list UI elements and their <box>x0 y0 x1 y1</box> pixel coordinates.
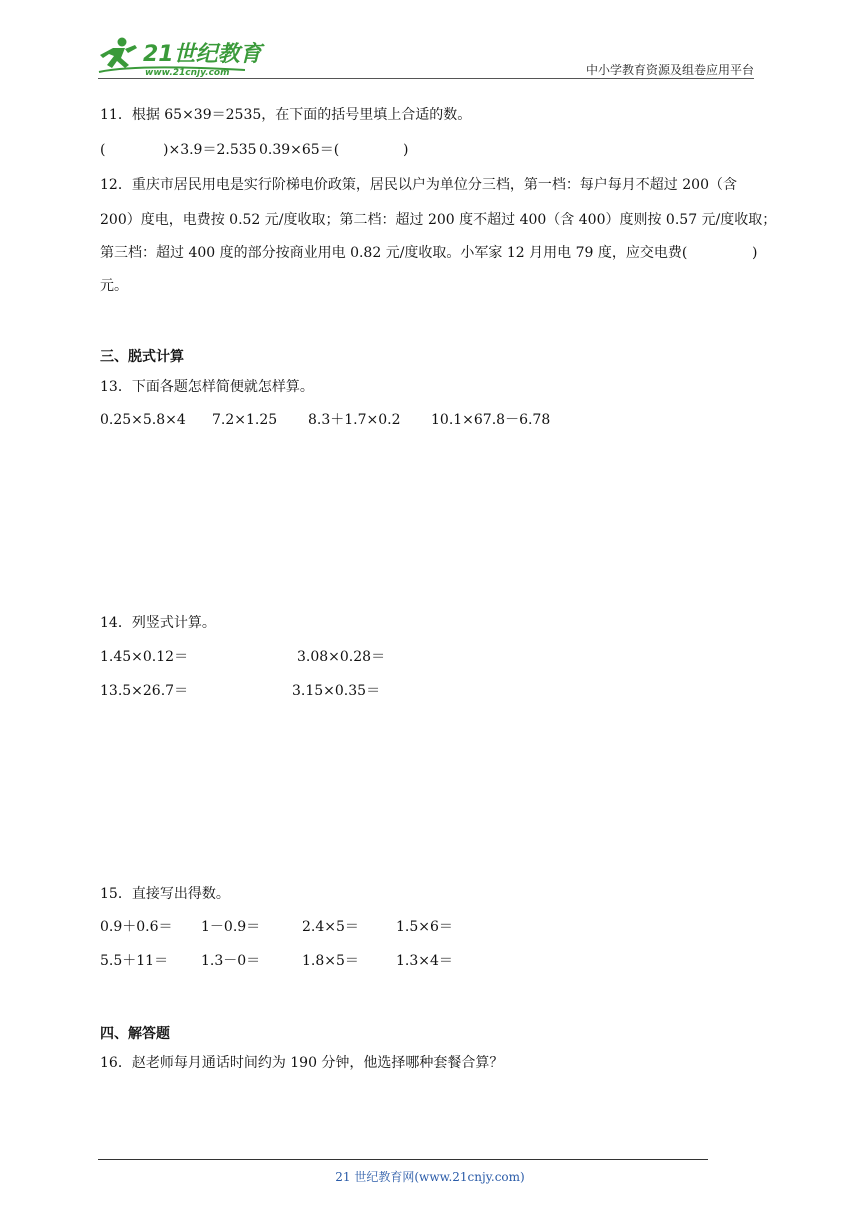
q16-stem: 16．赵老师每月通话时间约为 190 分钟，他选择哪种套餐合算？ <box>100 1055 504 1071</box>
q13-item: 0.25×5.8×4 <box>100 412 186 428</box>
q15-item: 1.3×4＝ <box>396 953 453 969</box>
q14-item: 1.45×0.12＝ <box>100 649 189 665</box>
q15-item: 1.3－0＝ <box>201 953 261 969</box>
q15-item: 1.5×6＝ <box>396 919 453 935</box>
q12-line-2: 200）度电，电费按 0.52 元/度收取；第二档：超过 200 度不超过 400（含 400）度则按 0.57 元/度收取； <box>100 212 777 228</box>
q15-item: 1－0.9＝ <box>201 919 261 935</box>
q15-item: 5.5＋11＝ <box>100 953 169 969</box>
runner-icon <box>100 38 137 69</box>
header-divider <box>98 78 754 79</box>
logo-url: www.21cnjy.com <box>145 68 230 78</box>
q14-item: 3.15×0.35＝ <box>292 683 381 699</box>
q15-item: 2.4×5＝ <box>302 919 359 935</box>
q13-stem: 13．下面各题怎样简便就怎样算。 <box>100 379 314 395</box>
q11-blank-b-close: ) <box>403 142 409 158</box>
q12-line-1: 12．重庆市居民用电是实行阶梯电价政策，居民以户为单位分三档，第一档：每户每月不超过 200（含 <box>100 177 737 193</box>
section-title-3: 三、脱式计算 <box>100 349 184 365</box>
q11-row-b: 0.39×65＝( <box>259 142 340 158</box>
header-platform-name: 中小学教育资源及组卷应用平台 <box>585 63 754 77</box>
section-title-4: 四、解答题 <box>100 1026 170 1042</box>
footer-site-link[interactable]: 21 世纪教育网(www.21cnjy.com) <box>335 1170 525 1184</box>
q13-item: 10.1×67.8－6.78 <box>431 412 551 428</box>
q14-item: 3.08×0.28＝ <box>297 649 386 665</box>
q14-stem: 14．列竖式计算。 <box>100 615 216 631</box>
q12-line-4: 元。 <box>100 278 128 294</box>
q13-item: 8.3＋1.7×0.2 <box>308 412 401 428</box>
q15-stem: 15．直接写出得数。 <box>100 886 230 902</box>
q13-item: 7.2×1.25 <box>212 412 278 428</box>
q11-blank-a-open: ( <box>100 142 106 158</box>
q14-item: 13.5×26.7＝ <box>100 683 189 699</box>
logo-wordmark: 21世纪教育 <box>143 42 262 67</box>
q11-row-a: )×3.9＝2.535 <box>163 142 257 158</box>
q15-item: 0.9＋0.6＝ <box>100 919 173 935</box>
footer-divider <box>98 1159 708 1160</box>
q12-blank-close: ) <box>752 245 758 261</box>
site-logo <box>95 34 265 78</box>
q15-item: 1.8×5＝ <box>302 953 359 969</box>
q11-stem: 11．根据 65×39＝2535，在下面的括号里填上合适的数。 <box>100 107 472 123</box>
q12-line-3: 第三档：超过 400 度的部分按商业用电 0.82 元/度收取。小军家 12 月用电 79 度，应交电费( <box>100 245 688 261</box>
